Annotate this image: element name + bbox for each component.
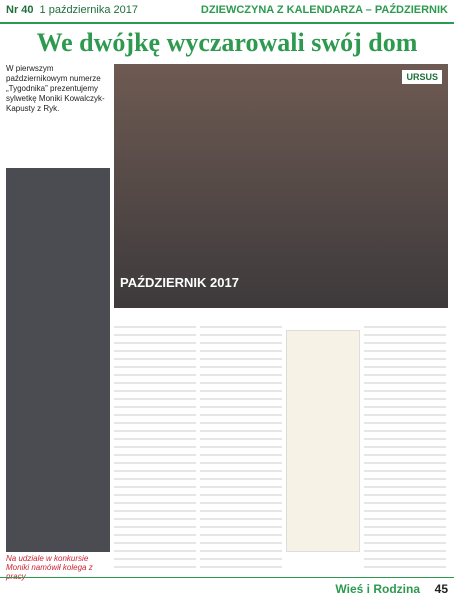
- photo-caption: Na udziale w konkursie Moniki namówił kolega z pracy: [6, 554, 93, 581]
- portrait-photo: [6, 168, 110, 552]
- page-header: [0, 0, 454, 24]
- magazine-name: Wieś i Rodzina: [335, 582, 420, 596]
- page-footer: [0, 577, 454, 600]
- article-headline: We dwójkę wyczarowali swój dom: [36, 28, 418, 57]
- text-column: [200, 320, 282, 570]
- article-lead: W pierwszym październikowym numerze „Tygodnika” prezentujemy sylwetkę Moniki Kowalczyk-Kapusty z Ryk.: [6, 64, 105, 113]
- page-number: 45: [434, 582, 448, 596]
- text-column: [364, 320, 446, 570]
- calendar-month-label: PAŹDZIERNIK 2017: [120, 275, 239, 290]
- text-column: [114, 320, 196, 570]
- calendar-image: [114, 64, 448, 308]
- letter-image: [286, 330, 360, 552]
- section-title: DZIEWCZYNA Z KALENDARZA – PAŹDZIERNIK: [200, 4, 448, 16]
- ursus-logo: URSUS: [402, 70, 442, 84]
- issue-info: Nr 40 1 października 2017: [6, 4, 138, 16]
